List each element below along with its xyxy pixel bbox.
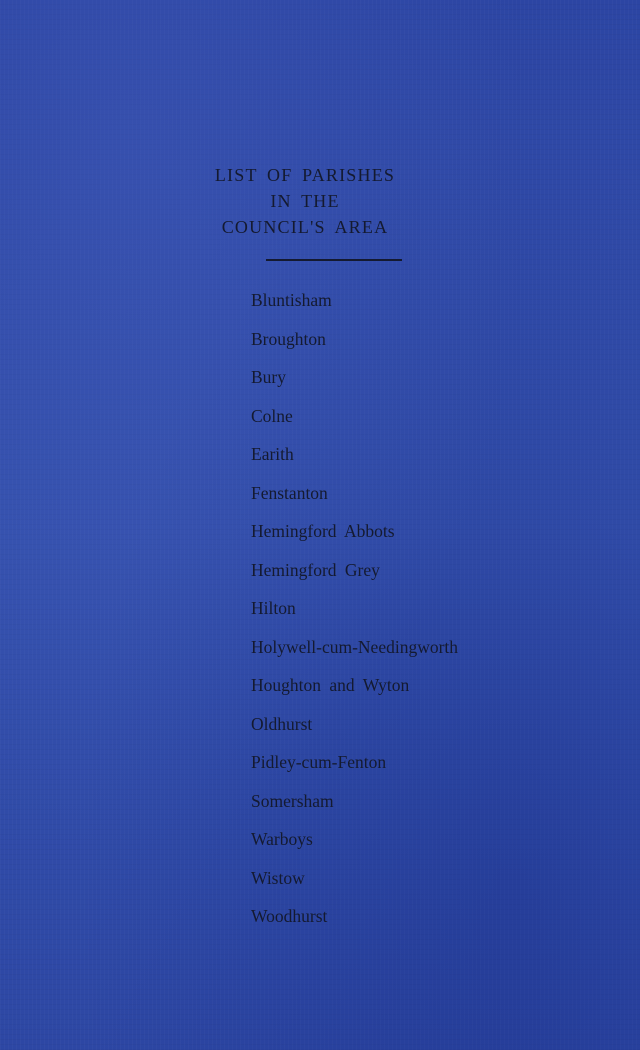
parish-item: Hemingford Grey <box>251 559 380 580</box>
parish-item: Hilton <box>251 598 296 618</box>
page-heading <box>0 162 640 240</box>
parish-item: Oldhurst <box>251 713 313 734</box>
parish-item: Broughton <box>251 328 326 349</box>
parish-item: Bury <box>251 367 286 387</box>
parish-item: Bluntisham <box>251 290 332 310</box>
parish-item: Fenstanton <box>251 482 328 503</box>
parish-item: Colne <box>251 405 293 426</box>
parish-list <box>251 287 458 942</box>
parish-item: Warboys <box>251 829 313 849</box>
parish-item: Earith <box>251 444 294 464</box>
heading-divider <box>266 259 402 261</box>
parish-item: Pidley-cum-Fenton <box>251 752 387 772</box>
parish-item: Woodhurst <box>251 906 328 926</box>
parish-item: Wistow <box>251 867 305 888</box>
heading-line-1: LIST OF PARISHES <box>214 165 396 185</box>
parish-item: Holywell-cum-Needingworth <box>251 636 459 657</box>
parish-item: Hemingford Abbots <box>251 521 395 541</box>
parish-item: Houghton and Wyton <box>251 675 410 695</box>
parish-item: Somersham <box>251 790 334 811</box>
heading-line-3: COUNCIL'S AREA <box>221 217 389 237</box>
heading-line-2: IN THE <box>270 191 340 211</box>
